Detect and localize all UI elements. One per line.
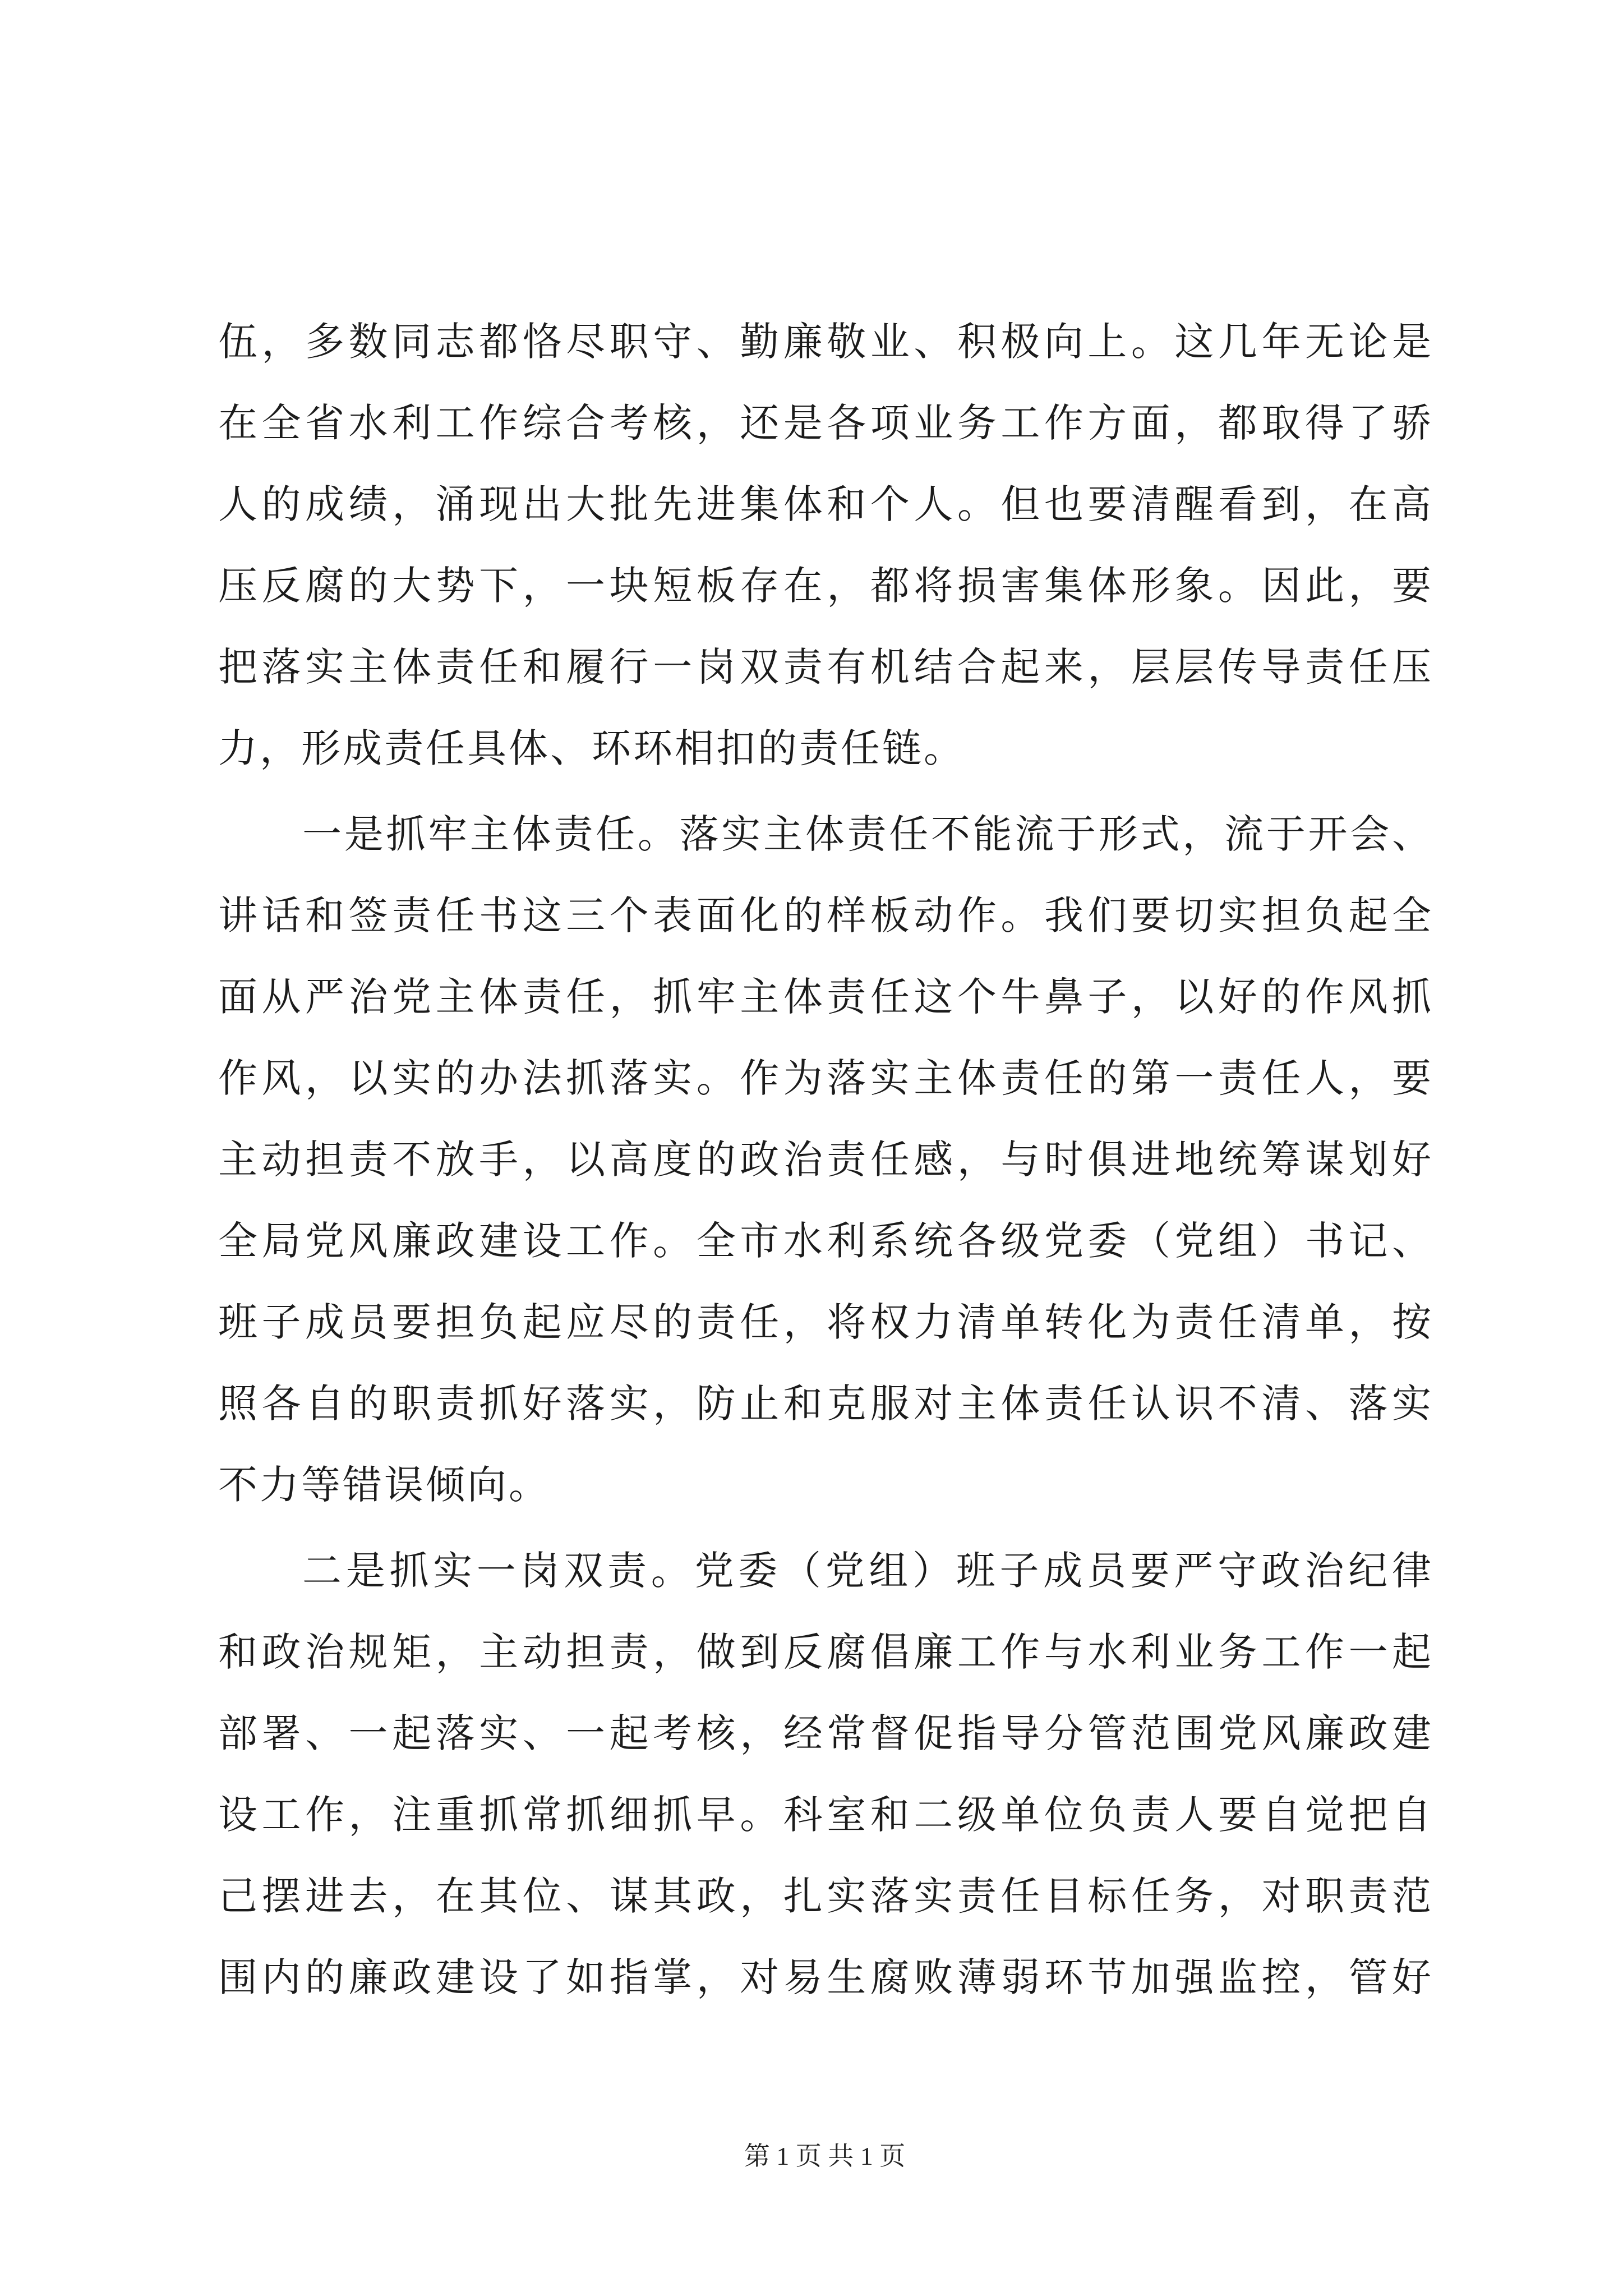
page-number-label: 第 1 页 共 1 页 (744, 2142, 906, 2170)
page-footer (218, 2139, 1431, 2173)
text-line: 围内的廉政建设了如指掌，对易生腐败薄弱环节加强监控，管好 (218, 1957, 1431, 2000)
text-line: 力，形成责任具体、环环相扣的责任链。 (218, 728, 965, 771)
text-line: 全局党风廉政建设工作。全市水利系统各级党委（党组）书记、 (218, 1220, 1431, 1263)
text-line: 讲话和签责任书这三个表面化的样板动作。我们要切实担负起全 (218, 895, 1431, 938)
text-line: 作风，以实的办法抓落实。作为落实主体责任的第一责任人，要 (218, 1057, 1431, 1101)
text-line: 把落实主体责任和履行一岗双责有机结合起来，层层传导责任压 (218, 646, 1431, 689)
text-line: 在全省水利工作综合考核，还是各项业务工作方面，都取得了骄 (218, 402, 1431, 445)
text-line: 主动担责不放手，以高度的政治责任感，与时俱进地统筹谋划好 (218, 1139, 1431, 1182)
text-line: 面从严治党主体责任，抓牢主体责任这个牛鼻子，以好的作风抓 (218, 976, 1431, 1019)
text-line: 二是抓实一岗双责。党委（党组）班子成员要严守政治纪律 (302, 1550, 1431, 1593)
paragraph-1 (218, 302, 1431, 790)
text-line: 压反腐的大势下，一块短板存在，都将损害集体形象。因此，要 (218, 565, 1431, 608)
document-body (218, 302, 1431, 2019)
text-line: 照各自的职责抓好落实，防止和克服对主体责任认识不清、落实 (218, 1383, 1431, 1426)
paragraph-3 (218, 1531, 1431, 2019)
text-line: 己摆进去，在其位、谋其政，扎实落实责任目标任务，对职责范 (218, 1875, 1431, 1918)
text-line: 班子成员要担负起应尽的责任，将权力清单转化为责任清单，按 (218, 1301, 1431, 1345)
text-line: 不力等错误倾向。 (218, 1464, 550, 1507)
text-line: 部署、一起落实、一起考核，经常督促指导分管范围党风廉政建 (218, 1713, 1431, 1756)
text-line: 一是抓牢主体责任。落实主体责任不能流于形式，流于开会、 (302, 813, 1431, 857)
text-line: 和政治规矩，主动担责，做到反腐倡廉工作与水利业务工作一起 (218, 1631, 1431, 1674)
text-line: 设工作，注重抓常抓细抓早。科室和二级单位负责人要自觉把自 (218, 1794, 1431, 1837)
paragraph-2 (218, 794, 1431, 1526)
text-line: 人的成绩，涌现出大批先进集体和个人。但也要清醒看到，在高 (218, 484, 1431, 527)
text-line: 伍，多数同志都恪尽职守、勤廉敬业、积极向上。这几年无论是 (218, 321, 1431, 364)
